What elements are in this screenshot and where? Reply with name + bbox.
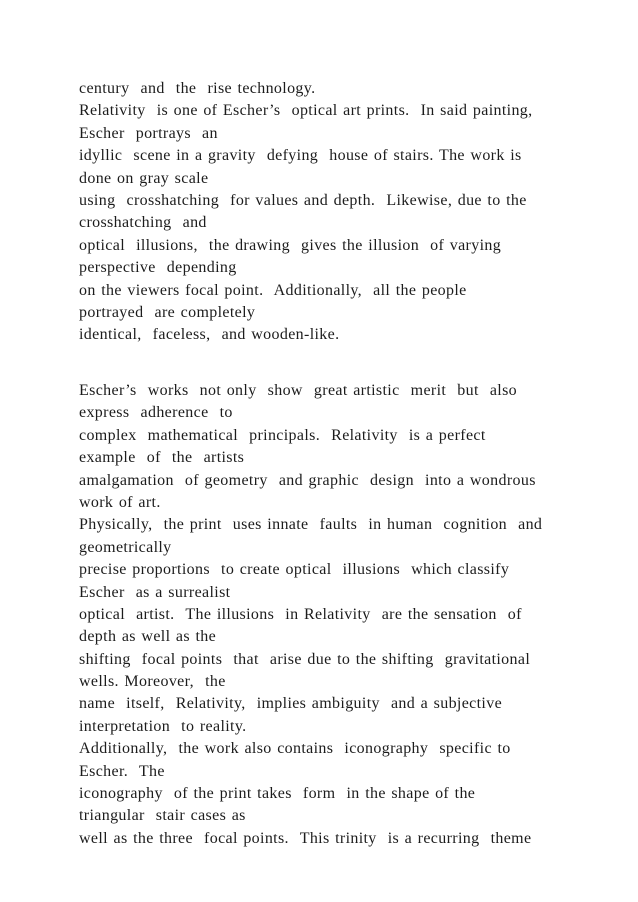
text-line: Additionally, the work also contains iconography specific to — [79, 740, 511, 758]
text-line: portrayed are completely — [79, 303, 256, 321]
text-line: Escher’s works not only show great artistic merit but also — [79, 382, 518, 399]
text-line: done on gray scale — [79, 169, 209, 187]
paragraph-escher-mathematics — [79, 380, 579, 850]
text-line: depth as well as the — [79, 628, 217, 646]
text-line: Escher as a surrealist — [79, 583, 231, 601]
text-line: optical artist. The illusions in Relativity are the sensation of — [79, 605, 522, 623]
text-line: Relativity is one of Escher’s optical art prints. In said painting, — [79, 102, 533, 120]
text-line: Escher portrays an — [79, 124, 218, 142]
text-line: well as the three focal points. This trinity is a recurring theme — [79, 829, 532, 847]
text-line: example of the artists — [79, 449, 245, 467]
text-line: perspective depending — [79, 259, 237, 277]
text-line: name itself, Relativity, implies ambiguity and a subjective — [79, 695, 503, 713]
text-line: geometrically — [79, 538, 172, 556]
text-line: iconography of the print takes form in the shape of the — [79, 785, 476, 803]
text-line: interpretation to reality. — [79, 717, 247, 735]
text-line: optical illusions, the drawing gives the illusion of varying — [79, 236, 502, 254]
text-line: triangular stair cases as — [79, 807, 246, 825]
text-line: on the viewers focal point. Additionally, all the people — [79, 281, 467, 299]
text-line: precise proportions to create optical illusions which classify — [79, 561, 510, 579]
text-line: amalgamation of geometry and graphic design into a wondrous — [79, 471, 536, 489]
text-line: Physically, the print uses innate faults in human cognition and — [79, 516, 543, 534]
text-line: idyllic scene in a gravity defying house of stairs. The work is — [79, 147, 522, 165]
text-line: using crosshatching for values and depth. Likewise, due to the — [79, 191, 527, 209]
text-line: identical, faceless, and wooden-like. — [79, 326, 340, 344]
text-line: Escher. The — [79, 762, 165, 780]
text-line: work of art. — [79, 493, 161, 511]
text-line: crosshatching and — [79, 214, 207, 232]
paragraph-relativity-description — [79, 78, 579, 347]
text-line: complex mathematical principals. Relativity is a perfect — [79, 426, 486, 444]
text-line: express adherence to — [79, 404, 233, 422]
text-line: shifting focal points that arise due to the shifting gravitational — [79, 650, 531, 668]
text-line: century and the rise technology. — [79, 80, 316, 97]
text-line: wells. Moreover, the — [79, 673, 226, 691]
